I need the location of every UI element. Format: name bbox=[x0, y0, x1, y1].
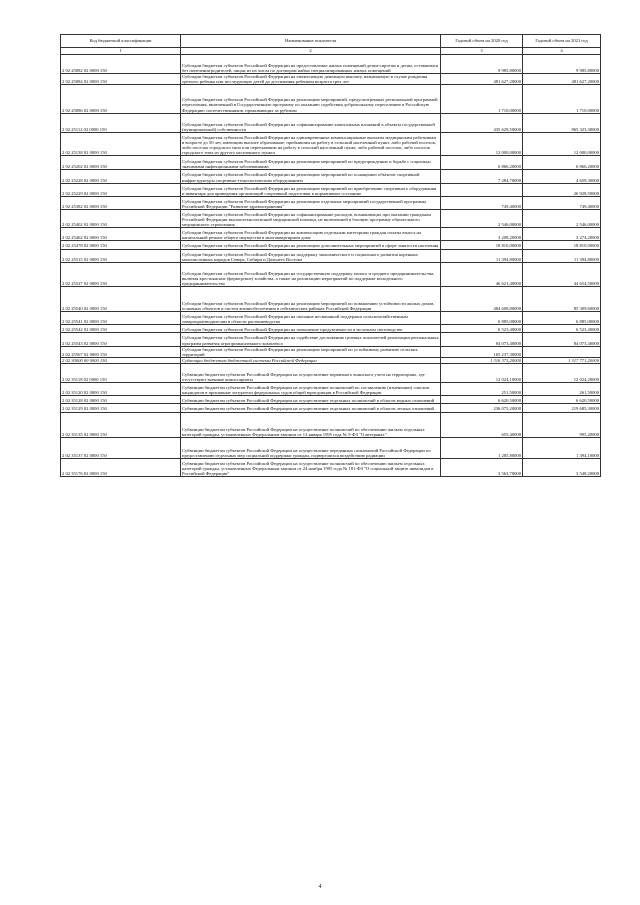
column-number: 3 bbox=[441, 48, 523, 55]
header-code: Код бюджетной классификации bbox=[61, 35, 181, 48]
row-code: 2 02 35118 02 0000 150 bbox=[61, 363, 181, 382]
row-name: Субвенции бюджетам субъектов Российской Федерации на осуществление полномочий по составлению (изменению) списков кандидатов в присяжные заседатели федеральных судов общей юрисдикции в Российской Федерации bbox=[181, 383, 441, 396]
row-value-2020: 3 563,70000 bbox=[441, 458, 523, 476]
row-code: 2 02 25515 02 0000 150 bbox=[61, 249, 181, 262]
row-value-2020: 481 627,20000 bbox=[441, 74, 523, 85]
row-value-2020: 84 073,40000 bbox=[441, 333, 523, 346]
row-value-2020: 7 284,70000 bbox=[441, 170, 523, 183]
row-value-2020: 435 629,50000 bbox=[441, 113, 523, 132]
budget-table-sheet bbox=[60, 34, 600, 477]
row-code: 2 02 25138 02 0000 150 bbox=[61, 132, 181, 155]
row-name: Субвенции бюджетам субъектов Российской Федерации на осуществление полномочий по обеспечению жильем отдельных категорий граждан, установленных Федеральным законом от 24 ноября 1995 года № 181-ФЗ "О социальной защите инвалидов в Российской Федерации" bbox=[181, 458, 441, 476]
column-number: 4 bbox=[523, 48, 601, 55]
row-value-2021: 12 024,20000 bbox=[523, 363, 601, 382]
table-row bbox=[61, 363, 601, 382]
row-name: Субсидии бюджетам субъектов Российской Федерации на повышение продуктивности в молочном скотоводстве bbox=[181, 325, 441, 333]
row-code: 2 02 25228 02 0000 150 bbox=[61, 170, 181, 183]
table-row bbox=[61, 209, 601, 227]
table-row bbox=[61, 396, 601, 404]
table-row bbox=[61, 346, 601, 357]
row-value-2021: 995,20000 bbox=[523, 412, 601, 437]
row-value-2020: 251,50000 bbox=[441, 383, 523, 396]
row-name: Субвенции бюджетам бюджетной системы Российской Федерации bbox=[181, 357, 441, 363]
row-name: Субсидии бюджетам субъектов Российской Федерации на содействие достижению целевых показателей реализации региональных программ развития агропромышленного комплекса bbox=[181, 333, 441, 346]
row-name: Субсидии бюджетам субъектов Российской Федерации на единовременные компенсационные выплаты медицинским работникам в возрасте до 50 лет, имеющим высшее образование, прибывшим на работу в сельский населенный пункт, либо рабочий поселок, либо поселок городского типа или переехавшим на работу в сельский населенный пункт, либо рабочий поселок, либо поселок городского типа из другого населенного пункта bbox=[181, 132, 441, 155]
row-name: Субсидии бюджетам субъектов Российской Федерации на предоставление жилых помещений детям-сиротам и детям, оставшимся без попечения родителей, лицам из их числа по договорам найма специализированных жилых помещений bbox=[181, 55, 441, 74]
row-value-2020: 18 810,00000 bbox=[441, 241, 523, 249]
row-value-2020: 236 075,20000 bbox=[441, 404, 523, 412]
row-value-2020: 165 237,30000 bbox=[441, 346, 523, 357]
budget-table bbox=[60, 34, 601, 477]
row-name: Субсидии бюджетам субъектов Российской Федерации на поддержку экономического и социального развития коренных малочисленных народов Севера, Сибири и Дальнего Востока bbox=[181, 249, 441, 262]
row-value-2021: 1 710,00000 bbox=[523, 85, 601, 113]
table-row bbox=[61, 183, 601, 196]
row-value-2021 bbox=[523, 346, 601, 357]
row-value-2021: 4 659,30000 bbox=[523, 170, 601, 183]
row-name: Субсидии бюджетам субъектов Российской Федерации на реализацию мероприятий, предусмотренных региональной программой переселения, включенной в Государственную программу по оказанию содействия добровольному переселению в Российскую Федерацию соотечественников, проживающих за рубежом bbox=[181, 85, 441, 113]
row-value-2020: 6 885,00000 bbox=[441, 312, 523, 325]
table-row bbox=[61, 241, 601, 249]
row-name: Субвенции бюджетам субъектов Российской Федерации на осуществление первичного воинского учета на территориях, где отсутствуют военные комиссариаты bbox=[181, 363, 441, 382]
row-code: 2 02 35137 02 0000 150 bbox=[61, 437, 181, 458]
table-row bbox=[61, 312, 601, 325]
table-row bbox=[61, 132, 601, 155]
header-name: Наименование показателя bbox=[181, 35, 441, 48]
row-code: 2 02 25541 02 0000 150 bbox=[61, 312, 181, 325]
row-value-2021: 3 274,20000 bbox=[523, 228, 601, 241]
table-row bbox=[61, 196, 601, 209]
row-value-2020: 46 621,40000 bbox=[441, 262, 523, 286]
row-value-2020: 12 024,10000 bbox=[441, 363, 523, 382]
table-row bbox=[61, 325, 601, 333]
row-name: Субсидии бюджетам субъектов Российской Федерации на реализацию мероприятий по повышению устойчивости жилых домов, основных объектов и систем жизнеобеспечения в сейсмических районах Российской Федерации bbox=[181, 287, 441, 312]
row-name: Субсидии бюджетам субъектов Российской Федерации на ежемесячную денежную выплату, назначаемую в случае рождения третьего ребенка или последующих детей до достижения ребенком возраста трех лет bbox=[181, 74, 441, 85]
row-code: 2 02 25084 02 0000 150 bbox=[61, 74, 181, 85]
row-name: Субсидии бюджетам субъектов Российской Федерации на реализацию отдельных мероприятий государственной программы Российской Федерации "Развитие здравоохранения" bbox=[181, 196, 441, 209]
table-row bbox=[61, 55, 601, 74]
row-code: 2 02 25540 02 0000 150 bbox=[61, 287, 181, 312]
table-row bbox=[61, 437, 601, 458]
table-row bbox=[61, 333, 601, 346]
row-code: 2 02 35128 02 0000 150 bbox=[61, 396, 181, 404]
row-value-2021: 6 866,20000 bbox=[523, 156, 601, 170]
row-code: 2 02 25527 02 0000 150 bbox=[61, 262, 181, 286]
row-value-2020: 6 866,20000 bbox=[441, 156, 523, 170]
row-value-2021: 9 985,80000 bbox=[523, 55, 601, 74]
row-value-2020: 749,40000 bbox=[441, 196, 523, 209]
row-name: Субсидии бюджетам субъектов Российской Федерации на реализацию дополнительных мероприятий в сфере занятости населения bbox=[181, 241, 441, 249]
row-name: Субсидии бюджетам субъектов Российской Федерации на реализацию мероприятий по приобретению спортивного оборудования и инвентаря для приведения организаций спортивной подготовки в нормативное состояние bbox=[181, 183, 441, 196]
row-value-2020: 6 620,50000 bbox=[441, 396, 523, 404]
table-row bbox=[61, 113, 601, 132]
row-value-2021: 1 394,10000 bbox=[523, 437, 601, 458]
row-code: 2 02 25229 02 0000 150 bbox=[61, 183, 181, 196]
row-value-2021: 6 620,50000 bbox=[523, 396, 601, 404]
row-code: 2 02 25542 02 0000 150 bbox=[61, 325, 181, 333]
row-value-2021: 84 073,40000 bbox=[523, 333, 601, 346]
table-row bbox=[61, 249, 601, 262]
row-code: 2 02 35120 02 0000 150 bbox=[61, 383, 181, 396]
row-code: 2 02 25086 02 0000 150 bbox=[61, 85, 181, 113]
row-value-2021: 749,40000 bbox=[523, 196, 601, 209]
row-name: Субсидии бюджетам субъектов Российской Федерации на компенсацию отдельным категориям граждан оплаты взноса на капитальный ремонт общего имущества в многоквартирном доме bbox=[181, 228, 441, 241]
row-code: 2 02 25567 02 0000 150 bbox=[61, 346, 181, 357]
row-code: 2 02 30000 00 0000 150 bbox=[61, 357, 181, 363]
table-row bbox=[61, 404, 601, 412]
row-value-2021: 44 654,50000 bbox=[523, 262, 601, 286]
table-row bbox=[61, 287, 601, 312]
row-name: Субсидии бюджетам субъектов Российской Федерации на реализацию мероприятий по оснащению объектов спортивной инфраструктуры спортивно-технологическим оборудованием bbox=[181, 170, 441, 183]
row-value-2021: 12 000,00000 bbox=[523, 132, 601, 155]
row-code: 2 02 25112 02 0000 150 bbox=[61, 113, 181, 132]
header-2021: Годовой объем на 2021 год bbox=[523, 35, 601, 48]
table-row bbox=[61, 156, 601, 170]
row-value-2021: 26 928,50000 bbox=[523, 183, 601, 196]
row-name: Субвенции бюджетам субъектов Российской Федерации на осуществление полномочий по обеспечению жильем отдельных категорий граждан, установленных Федеральным законом от 12 января 1995 года № 5-ФЗ "О ветеранах" bbox=[181, 412, 441, 437]
row-value-2021: 18 810,00000 bbox=[523, 241, 601, 249]
row-code: 2 02 25462 02 0000 150 bbox=[61, 228, 181, 241]
row-name: Субсидии бюджетам субъектов Российской Федерации на софинансирование расходов, возникающих при оказании гражданам Российской Федерации высокотехнологичной медицинской помощи, не включенной в базовую программу обязательного медицинского страхования bbox=[181, 209, 441, 227]
row-value-2020: 3 208,20000 bbox=[441, 228, 523, 241]
row-value-2021: 1 317 771,20000 bbox=[523, 357, 601, 363]
row-name: Субвенции бюджетам субъектов Российской Федерации на осуществление отдельных полномочий в области водных отношений bbox=[181, 396, 441, 404]
row-code: 2 02 35176 02 0000 150 bbox=[61, 458, 181, 476]
column-number: 2 bbox=[181, 48, 441, 55]
table-row bbox=[61, 74, 601, 85]
table-row bbox=[61, 412, 601, 437]
page-number: 4 bbox=[318, 884, 322, 890]
row-code: 2 02 25478 02 0000 150 bbox=[61, 241, 181, 249]
header-2020: Годовой объем на 2020 год bbox=[441, 35, 523, 48]
table-row bbox=[61, 170, 601, 183]
row-value-2020: 6 523,40000 bbox=[441, 325, 523, 333]
row-value-2021: 261,50000 bbox=[523, 383, 601, 396]
row-value-2021: 3 548,20000 bbox=[523, 458, 601, 476]
table-header-row bbox=[61, 35, 601, 48]
row-value-2020: 2 546,00000 bbox=[441, 209, 523, 227]
table-row bbox=[61, 383, 601, 396]
row-code: 2 02 25543 02 0000 150 bbox=[61, 333, 181, 346]
row-value-2020: 484 608,80000 bbox=[441, 287, 523, 312]
row-value-2021: 6 885,00000 bbox=[523, 312, 601, 325]
row-code: 2 02 25402 02 0000 150 bbox=[61, 209, 181, 227]
row-code: 2 02 25082 02 0000 150 bbox=[61, 55, 181, 74]
table-body bbox=[61, 55, 601, 477]
column-number: 1 bbox=[61, 48, 181, 55]
row-value-2021: 11 394,80000 bbox=[523, 249, 601, 262]
row-value-2021: 85 309,60000 bbox=[523, 287, 601, 312]
row-value-2021: 6 523,40000 bbox=[523, 325, 601, 333]
table-row bbox=[61, 262, 601, 286]
row-value-2020: 11 394,80000 bbox=[441, 249, 523, 262]
row-code: 2 02 25202 02 0000 150 bbox=[61, 156, 181, 170]
row-code: 2 02 35135 02 0000 150 bbox=[61, 412, 181, 437]
row-name: Субсидии бюджетам субъектов Российской Федерации на реализацию мероприятий по предупреждению и борьбе с социально значимыми инфекционными заболеваниями bbox=[181, 156, 441, 170]
column-number-row bbox=[61, 48, 601, 55]
row-code: 2 02 25382 02 0000 150 bbox=[61, 196, 181, 209]
row-value-2020: 1 316 373,20000 bbox=[441, 357, 523, 363]
row-value-2020: 9 985,80000 bbox=[441, 55, 523, 74]
row-value-2020: 1 285,80000 bbox=[441, 437, 523, 458]
row-value-2020: 655,40000 bbox=[441, 412, 523, 437]
row-value-2021: 2 546,00000 bbox=[523, 209, 601, 227]
row-name: Субсидии бюджетам субъектов Российской Федерации на оказание несвязанной поддержки сельскохозяйственным товаропроизводителям в области растениеводства bbox=[181, 312, 441, 325]
row-value-2020: 12 000,00000 bbox=[441, 132, 523, 155]
row-code: 2 02 35129 02 0000 150 bbox=[61, 404, 181, 412]
row-name: Субсидии бюджетам субъектов Российской Федерации на софинансирование капитальных вложений в объекты государственной (муниципальной) собственности bbox=[181, 113, 441, 132]
row-value-2021: 865 323,30000 bbox=[523, 113, 601, 132]
table-row bbox=[61, 85, 601, 113]
row-value-2020 bbox=[441, 183, 523, 196]
row-name: Субвенции бюджетам субъектов Российской Федерации на осуществление отдельных полномочий в области лесных отношений bbox=[181, 404, 441, 412]
row-value-2020: 1 710,00000 bbox=[441, 85, 523, 113]
row-name: Субвенции бюджетам субъектов Российской Федерации на осуществление переданных полномочий Российской Федерации по предоставлению отдельных мер социальной поддержки граждан, подвергшихся воздействию радиации bbox=[181, 437, 441, 458]
row-value-2021: 481 627,20000 bbox=[523, 74, 601, 85]
table-row bbox=[61, 228, 601, 241]
row-value-2021: 219 685,30000 bbox=[523, 404, 601, 412]
row-name: Субсидии бюджетам субъектов Российской Федерации на реализацию мероприятий по устойчивому развитию сельских территорий bbox=[181, 346, 441, 357]
table-row bbox=[61, 458, 601, 476]
row-name: Субсидии бюджетам субъектов Российской Федерации на государственную поддержку малого и среднего предпринимательства, включая крестьянские (фермерские) хозяйства, а также на реализацию мероприятий по поддержке молодежного предпринимательства bbox=[181, 262, 441, 286]
